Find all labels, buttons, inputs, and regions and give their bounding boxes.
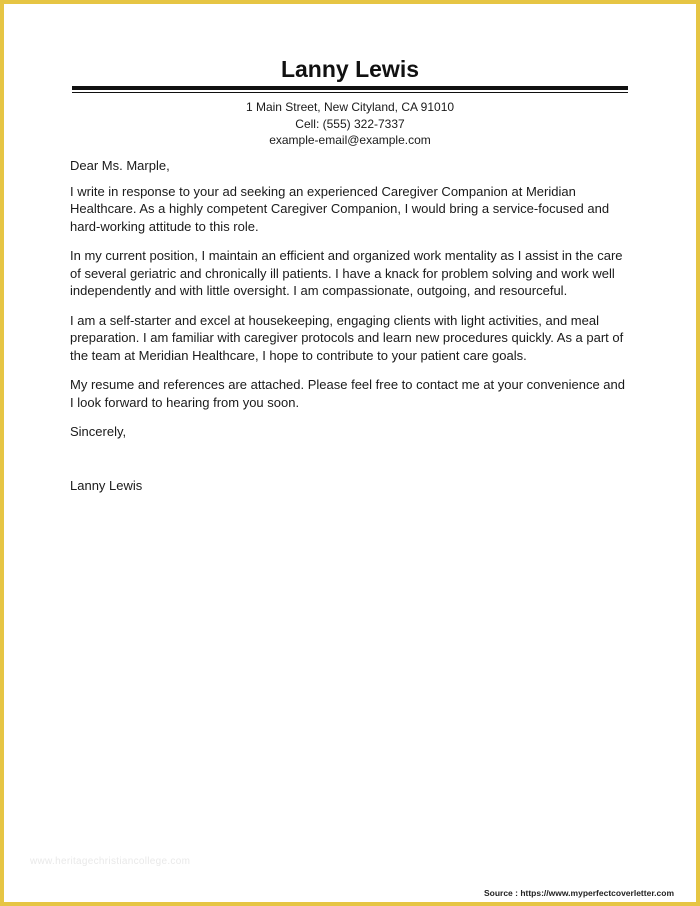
letter-page (4, 4, 696, 902)
contact-address: 1 Main Street, New Cityland, CA 91010 (245, 100, 455, 114)
contact-block (4, 99, 696, 149)
letter-body (70, 157, 632, 506)
applicant-name: Lanny Lewis (280, 56, 420, 82)
closing: Sincerely, (70, 424, 127, 439)
header-rule-thin (72, 92, 628, 93)
paragraph-2: In my current position, I maintain an efficient and organized work mentality as I assist in the care of several geriatric and chronically ill patients. I have a knack for problem solving and work well independently and with little oversight. I am compassionate, outgoing, and resourceful. (70, 248, 623, 298)
paragraph-3: I am a self-starter and excel at housekeeping, engaging clients with light activities, and meal preparation. I am familiar with caregiver protocols and learn new procedures quickly. As a part of the team at Meridian Healthcare, I hope to contribute to your patient care goals. (70, 312, 624, 363)
contact-cell: Cell: (555) 322-7337 (295, 116, 405, 131)
contact-email: example-email@example.com (269, 133, 431, 147)
header-rule-thick (72, 86, 628, 90)
paragraph-4: My resume and references are attached. Please feel free to contact me at your convenience and I look forward to hearing from you soon. (70, 377, 625, 410)
signature: Lanny Lewis (70, 477, 143, 493)
paragraph-1: I write in response to your ad seeking an experienced Caregiver Companion at Meridian Healthcare. As a highly competent Caregiver Companion, I would bring a service-focused and hard-working attitude to this role. (70, 183, 610, 234)
salutation: Dear Ms. Marple, (70, 158, 170, 173)
watermark: www.heritagechristiancollege.com (30, 856, 191, 867)
source-credit: Source : https://www.myperfectcoverletter.com (483, 888, 674, 898)
